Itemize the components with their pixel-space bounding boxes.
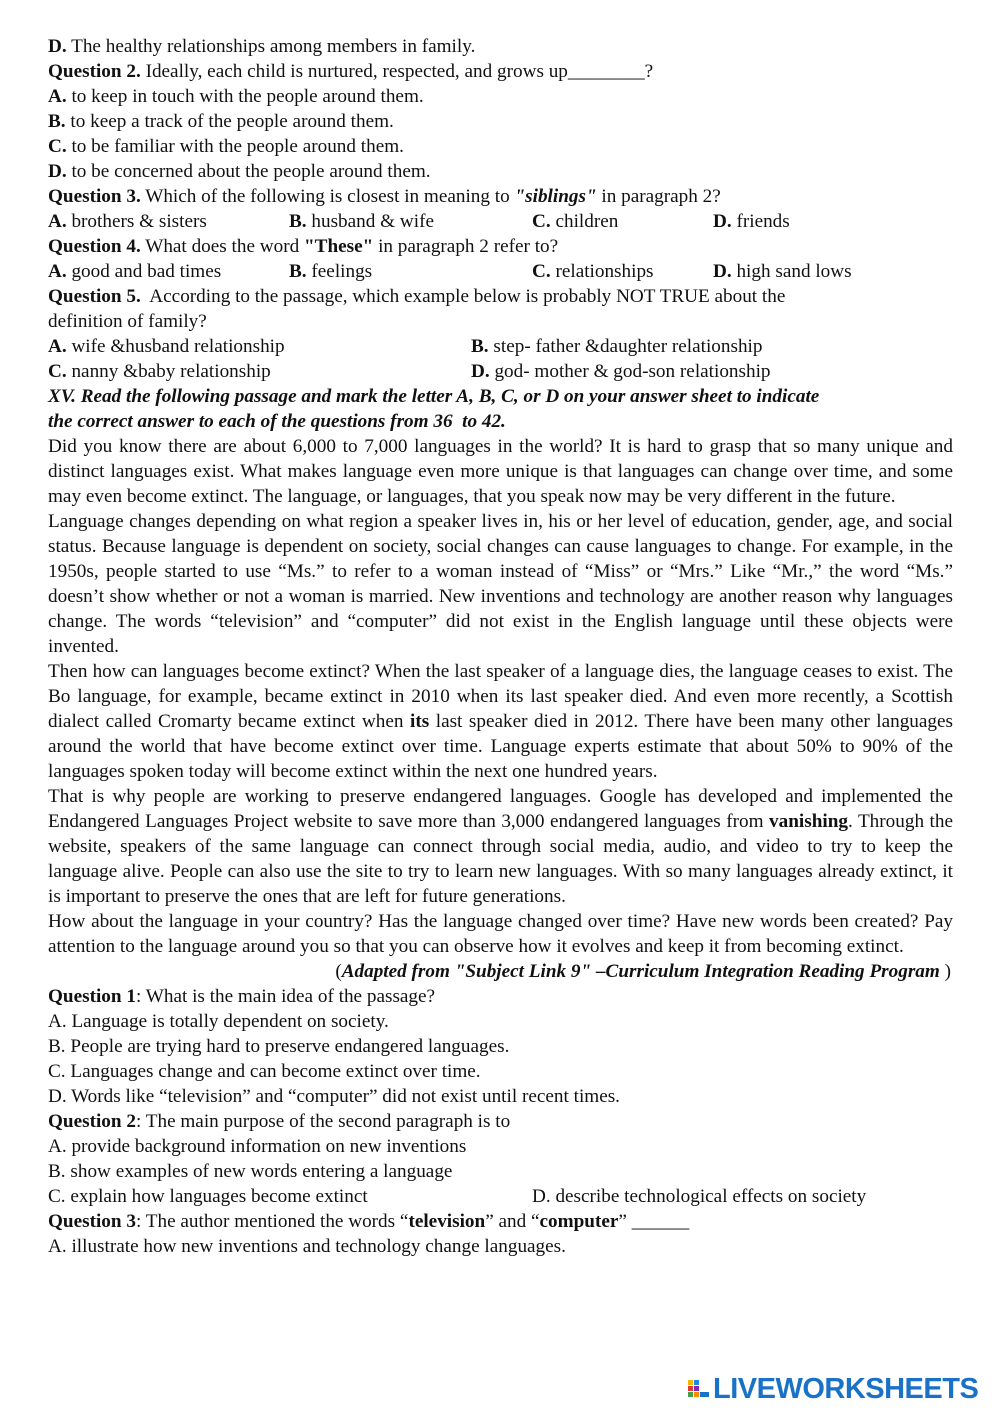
question-2-stem bbox=[48, 59, 953, 84]
passage-paragraph-3 bbox=[48, 659, 953, 784]
text-span: brothers & sisters bbox=[66, 211, 207, 232]
q5-options-row-1 bbox=[48, 334, 953, 359]
pq2-option-c: C. explain how languages become extinct bbox=[48, 1186, 368, 1207]
text-span: Question 3 bbox=[48, 1211, 136, 1232]
highlight-its: its bbox=[410, 711, 430, 732]
question-5-stem bbox=[48, 284, 953, 309]
text-span: Question 3. bbox=[48, 186, 141, 207]
text-span: children bbox=[550, 211, 619, 232]
q4-option-b bbox=[289, 259, 532, 284]
text-span: friends bbox=[731, 211, 790, 232]
q4-options-row bbox=[48, 259, 953, 284]
text-span: Question 2. bbox=[48, 61, 141, 82]
text-span: Ideally, each child is nurtured, respected, and grows up bbox=[140, 61, 568, 82]
text-span: Then how can languages become extinct? When the last speaker of a language dies, the language ceases to exist. The Bo language, for example, became extinct in 2010 when its last speaker died. And even more recently, a Scottish dialect called Cromarty became extinct when bbox=[48, 661, 953, 732]
text-span: ” and “ bbox=[485, 1211, 540, 1232]
text-span: ? bbox=[644, 61, 654, 82]
text-span: Adapted from "Subject Link 9" –Curriculum Integration Reading Program bbox=[341, 961, 940, 982]
text-span: B. bbox=[289, 261, 307, 282]
text-span: The healthy relationships among members in family. bbox=[66, 36, 476, 57]
reading-passage bbox=[48, 434, 953, 959]
section-instruction-line-2: the correct answer to each of the questions from 36 to 42. bbox=[48, 411, 506, 432]
liveworksheets-logo[interactable] bbox=[688, 1374, 978, 1404]
pq3-option-a: A. illustrate how new inventions and technology change languages. bbox=[48, 1236, 566, 1257]
text-span: Which of the following is closest in meaning to bbox=[140, 186, 515, 207]
q3-options-row bbox=[48, 209, 953, 234]
text-span: B. bbox=[471, 336, 489, 357]
keyword-siblings: "siblings" bbox=[514, 186, 597, 207]
text-span: to keep a track of the people around them. bbox=[65, 111, 394, 132]
q3-option-d bbox=[713, 209, 790, 234]
highlight-vanishing: vanishing bbox=[769, 811, 848, 832]
text-span: C. bbox=[532, 211, 551, 232]
text-span: C. bbox=[48, 136, 67, 157]
q5-option-b bbox=[471, 334, 762, 359]
text-span: ) bbox=[939, 961, 951, 982]
q4-option-a bbox=[48, 259, 289, 284]
question-3-stem bbox=[48, 184, 953, 209]
text-span: wife &husband relationship bbox=[66, 336, 285, 357]
text-span: According to the passage, which example below is probably NOT TRUE about the bbox=[140, 286, 786, 307]
q4-option-c bbox=[532, 259, 713, 284]
text-span: A. bbox=[48, 211, 67, 232]
text-span: high sand lows bbox=[731, 261, 852, 282]
q5-option-a bbox=[48, 334, 471, 359]
text-span: C. bbox=[532, 261, 551, 282]
text-span: D. bbox=[48, 36, 67, 57]
passage-question-2-stem bbox=[48, 1109, 953, 1134]
q3-option-b bbox=[289, 209, 532, 234]
text-span: Question 2 bbox=[48, 1111, 136, 1132]
text-span: That is why people are working to preserve endangered languages. Google has developed and implemented the Endangered Languages Project website to save more than 3,000 endangered languages from bbox=[48, 786, 953, 832]
passage-paragraph-5: How about the language in your country? Has the language changed over time? Have new words been created? Pay attention to the language around you so that you can observe how it evolves and keep it from becoming extinct. bbox=[48, 911, 953, 957]
pq2-option-b: B. show examples of new words entering a language bbox=[48, 1161, 453, 1182]
question-4-stem bbox=[48, 234, 953, 259]
text-span: nanny &baby relationship bbox=[66, 361, 271, 382]
pq2-option-d: D. describe technological effects on society bbox=[532, 1186, 867, 1207]
q3-option-a bbox=[48, 209, 289, 234]
text-span: computer bbox=[539, 1211, 619, 1232]
text-span: ” ______ bbox=[618, 1211, 690, 1232]
pq1-option-b: B. People are trying hard to preserve endangered languages. bbox=[48, 1036, 510, 1057]
text-span: Question 1 bbox=[48, 986, 136, 1007]
text-span: Question 5. bbox=[48, 286, 141, 307]
pq1-option-d: D. Words like “television” and “computer” did not exist until recent times. bbox=[48, 1086, 620, 1107]
q5-option-c bbox=[48, 359, 471, 384]
liveworksheets-logo-icon bbox=[688, 1378, 710, 1400]
q4-option-d bbox=[713, 259, 852, 284]
pq1-option-c: C. Languages change and can become extinct over time. bbox=[48, 1061, 481, 1082]
q5-option-d bbox=[471, 359, 771, 384]
text-span: Question 4. bbox=[48, 236, 141, 257]
text-span: to be familiar with the people around them. bbox=[66, 136, 404, 157]
section-instruction-line-1: XV. Read the following passage and mark the letter A, B, C, or D on your answer sheet to indicate bbox=[48, 386, 820, 407]
text-span: in paragraph 2? bbox=[596, 186, 721, 207]
text-span: television bbox=[408, 1211, 486, 1232]
text-span: What does the word bbox=[140, 236, 304, 257]
pq2-option-a: A. provide background information on new inventions bbox=[48, 1136, 467, 1157]
text-span: A. bbox=[48, 261, 67, 282]
logo-text: LIVEWORKSHEETS bbox=[713, 1372, 979, 1405]
text-span: D. bbox=[471, 361, 490, 382]
question-5-stem-cont: definition of family? bbox=[48, 311, 207, 332]
text-span: D. bbox=[48, 161, 67, 182]
passage-paragraph-4 bbox=[48, 784, 953, 909]
q2-option-d bbox=[48, 159, 953, 184]
passage-paragraph-2: Language changes depending on what region a speaker lives in, his or her level of education, gender, age, and social status. Because language is dependent on society, social changes can cause languages to change. For example, in the 1950s, people started to use “Ms.” to refer to a woman instead of “Miss” or “Mrs.” Like “Mr.,” the word “Ms.” doesn’t show whether or not a woman is married. New inventions and technology are another reason why languages change. The words “television” and “computer” did not exist in the English language until these objects were invented. bbox=[48, 511, 953, 657]
text-span: to keep in touch with the people around them. bbox=[66, 86, 424, 107]
text-span: A. bbox=[48, 336, 67, 357]
text-span: B. bbox=[48, 111, 66, 132]
text-span: : The main purpose of the second paragraph is to bbox=[135, 1111, 511, 1132]
answer-blank: ________ bbox=[567, 61, 645, 82]
text-span: relationships bbox=[550, 261, 654, 282]
q3-option-c bbox=[532, 209, 713, 234]
text-span: : The author mentioned the words “ bbox=[135, 1211, 409, 1232]
keyword-these: "These" bbox=[304, 236, 374, 257]
text-span: last speaker died in 2012. There have been many other languages around the world that have become extinct over time. Language experts estimate that about 50% to 90% of the languages spoken today will become extinct within the next one hundred years. bbox=[48, 711, 953, 782]
text-span: to be concerned about the people around them. bbox=[66, 161, 431, 182]
q2-option-c bbox=[48, 134, 953, 159]
text-span: step- father &daughter relationship bbox=[488, 336, 763, 357]
q2-option-a bbox=[48, 84, 953, 109]
pq2-options-row bbox=[48, 1184, 953, 1209]
text-span: in paragraph 2 refer to? bbox=[373, 236, 559, 257]
text-span: god- mother & god-son relationship bbox=[489, 361, 771, 382]
q5-options-row-2 bbox=[48, 359, 953, 384]
text-span: D. bbox=[713, 261, 732, 282]
passage-question-1-stem bbox=[48, 984, 953, 1009]
text-span: husband & wife bbox=[306, 211, 434, 232]
passage-paragraph-1: Did you know there are about 6,000 to 7,000 languages in the world? It is hard to grasp that so many unique and distinct languages exist. What makes language even more unique is that languages can change over time, and some may even become extinct. The language, or languages, that you speak now may be very different in the future. bbox=[48, 436, 953, 507]
text-span: good and bad times bbox=[66, 261, 222, 282]
pq1-option-a: A. Language is totally dependent on society. bbox=[48, 1011, 389, 1032]
q1-option-d bbox=[48, 34, 953, 59]
text-span: B. bbox=[289, 211, 307, 232]
worksheet-page bbox=[48, 34, 953, 1259]
text-span: ( bbox=[335, 961, 342, 982]
passage-source bbox=[48, 959, 953, 984]
text-span: : What is the main idea of the passage? bbox=[135, 986, 436, 1007]
text-span: . Through the website, speakers of the same language can connect through social media, audio, and video to try to keep the language alive. People can also use the site to try to learn new languages. With so many languages already extinct, it is important to preserve the ones that are left for future generations. bbox=[48, 811, 953, 907]
passage-question-3-stem bbox=[48, 1209, 953, 1234]
text-span: A. bbox=[48, 86, 67, 107]
text-span: C. bbox=[48, 361, 67, 382]
q2-option-b bbox=[48, 109, 953, 134]
text-span: feelings bbox=[306, 261, 373, 282]
text-span: D. bbox=[713, 211, 732, 232]
